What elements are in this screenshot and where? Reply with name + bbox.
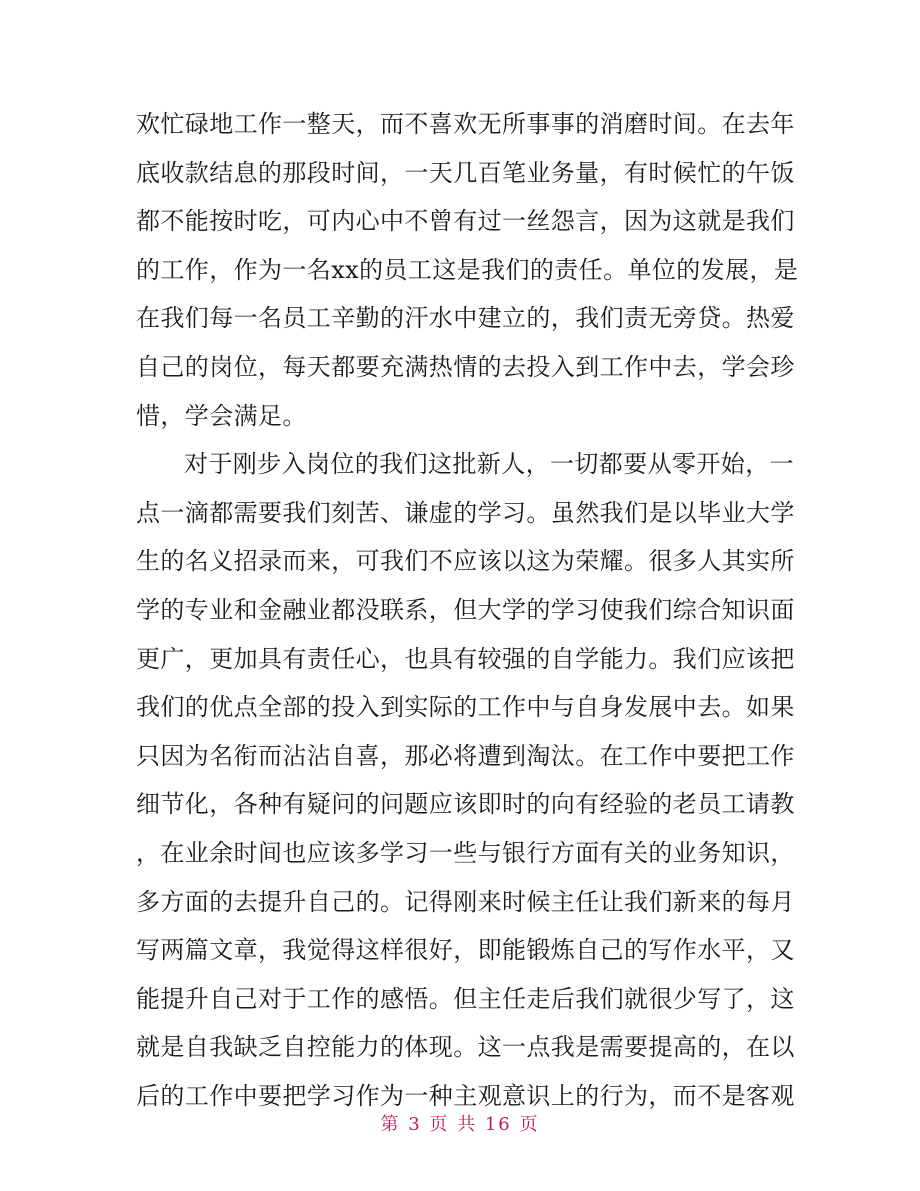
- text-line: 在我们每一名员工辛勤的汗水中建立的，我们责无旁贷。热爱: [136, 304, 795, 333]
- text-line: 只因为名衔而沾沾自喜，那必将遭到淘汰。在工作中要把工作: [136, 741, 795, 770]
- text-line: 学的专业和金融业都没联系，但大学的学习使我们综合知识面: [136, 595, 795, 624]
- text-line: 更广，更加具有责任心，也具有较强的自学能力。我们应该把: [136, 644, 795, 673]
- text-line: 的工作，作为一名xx的员工这是我们的责任。单位的发展，是: [136, 255, 799, 284]
- page-number-footer: 第 3 页 共 16 页: [380, 1114, 540, 1135]
- body-text: [136, 100, 799, 1120]
- text-line: 点一滴都需要我们刻苦、谦虚的学习。虽然我们是以毕业大学: [136, 498, 795, 527]
- text-line: 自己的岗位，每天都要充满热情的去投入到工作中去，学会珍: [136, 352, 795, 381]
- text-line: 就是自我缺乏自控能力的体现。这一点我是需要提高的，在以: [136, 1033, 795, 1062]
- paragraph: [136, 100, 799, 440]
- text-line: 惜，学会满足。: [136, 401, 307, 430]
- text-line: 我们的优点全部的投入到实际的工作中与自身发展中去。如果: [136, 693, 795, 722]
- paragraph: [136, 440, 795, 1120]
- text-line: 欢忙碌地工作一整天，而不喜欢无所事事的消磨时间。在去年: [136, 110, 795, 138]
- text-line: 后的工作中要把学习作为一种主观意识上的行为，而不是客观: [136, 1081, 795, 1110]
- text-line: 能提升自己对于工作的感悟。但主任走后我们就很少写了，这: [136, 984, 795, 1013]
- text-line: 都不能按时吃，可内心中不曾有过一丝怨言，因为这就是我们: [136, 207, 795, 236]
- text-line: 底收款结息的那段时间，一天几百笔业务量，有时候忙的午饭: [136, 158, 795, 187]
- text-line: ，在业余时间也应该多学习一些与银行方面有关的业务知识，: [136, 838, 795, 867]
- text-line: 多方面的去提升自己的。记得刚来时候主任让我们新来的每月: [136, 887, 795, 916]
- text-line: 对于刚步入岗位的我们这批新人，一切都要从零开始，一: [184, 450, 794, 479]
- text-line: 写两篇文章，我觉得这样很好，即能锻炼自己的写作水平，又: [136, 936, 795, 965]
- text-line: 细节化，各种有疑问的问题应该即时的向有经验的老员工请教: [136, 790, 795, 819]
- text-line: 生的名义招录而来，可我们不应该以这为荣耀。很多人其实所: [136, 547, 795, 576]
